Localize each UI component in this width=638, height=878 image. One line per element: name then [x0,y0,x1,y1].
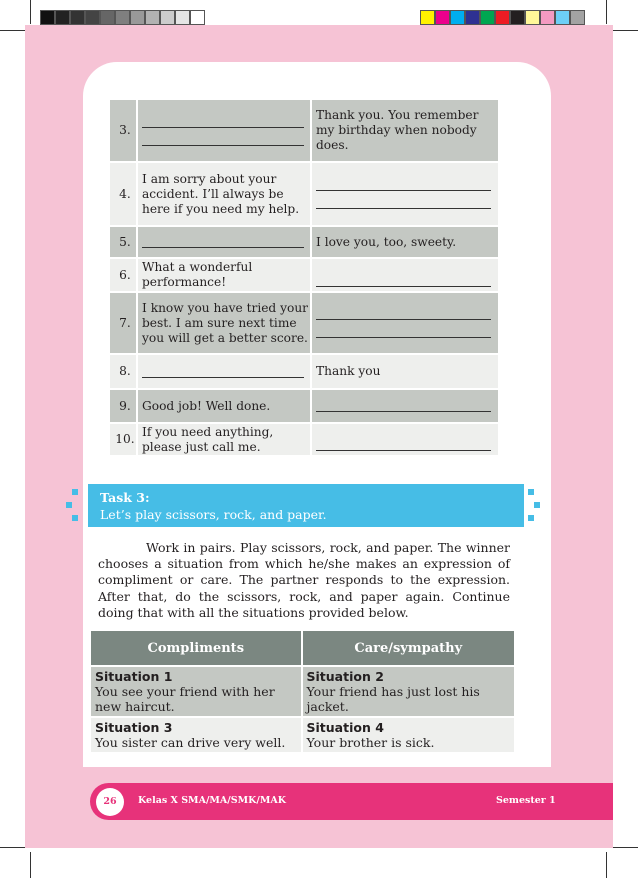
row-number: 10. [110,424,138,457]
expression-cell [138,100,312,163]
situation-cell [303,718,515,754]
row-number: 5. [110,227,138,259]
table-row [110,390,498,424]
grayscale-color-bar [40,10,205,25]
swatch [450,10,465,25]
decorative-square [72,489,78,495]
swatch [70,10,85,25]
swatch [420,10,435,25]
situation-text: Your friend has just lost his jacket. [306,684,480,714]
decorative-square [528,489,534,495]
situation-title: Situation 2 [306,669,384,684]
response-cell: Thank you [312,355,498,390]
column-header-compliments: Compliments [91,631,303,667]
row-number: 9. [110,390,138,424]
crop-mark [612,30,638,31]
row-number: 7. [110,293,138,355]
response-cell [312,259,498,293]
answer-blank[interactable] [316,400,491,412]
decorative-square [72,515,78,521]
response-cell [312,424,498,457]
cmyk-color-bar [420,10,585,25]
response-cell [312,293,498,355]
expression-cell [138,355,312,390]
answer-blank[interactable] [316,179,491,191]
situation-text: You see your friend with her new haircut. [95,684,275,714]
answer-blank[interactable] [316,275,491,287]
table-row [110,293,498,355]
swatch [145,10,160,25]
page-number: 26 [96,788,124,816]
table-row [110,227,498,259]
table-row [91,667,514,718]
answer-blank[interactable] [316,308,491,320]
crop-mark [606,852,607,878]
table-row [110,424,498,457]
swatch [525,10,540,25]
situation-title: Situation 4 [306,720,384,735]
row-number: 3. [110,100,138,163]
table-row [110,100,498,163]
swatch [190,10,205,25]
swatch [55,10,70,25]
response-cell: Thank you. You remember my birthday when nobody does. [312,100,498,163]
swatch [130,10,145,25]
situation-cell [91,718,303,754]
decorative-square [528,515,534,521]
expression-cell: I know you have tried your best. I am sure next time you will get a better score. [138,293,312,355]
swatch [435,10,450,25]
table-row [110,259,498,293]
expression-cell: If you need anything, please just call me. [138,424,312,457]
swatch [175,10,190,25]
task-title: Task 3: [100,490,150,505]
answer-blank[interactable] [316,439,491,451]
swatch [100,10,115,25]
task-banner [88,484,524,527]
answer-blank[interactable] [142,134,304,146]
swatch [540,10,555,25]
swatch [570,10,585,25]
swatch [480,10,495,25]
decorative-square [534,502,540,508]
task-instructions: Work in pairs. Play scissors, rock, and paper. The winner chooses a situation from which he/she makes an expression of compliment or care. The partner responds to the expression. After that, do the scissors, rock, and paper again. Continue doing that with all the situations provided below. [98,540,510,620]
situation-cell [303,667,515,718]
semester-label: Semester 1 [496,795,556,806]
swatch [510,10,525,25]
swatch [160,10,175,25]
book-title: Kelas X SMA/MA/SMK/MAK [138,795,287,806]
row-number: 8. [110,355,138,390]
task-subtitle: Let’s play scissors, rock, and paper. [100,507,327,522]
swatch [495,10,510,25]
expression-cell: Good job! Well done. [138,390,312,424]
exercise-table [110,100,498,457]
swatch [555,10,570,25]
answer-blank[interactable] [142,366,304,378]
situation-text: Your brother is sick. [306,735,435,750]
row-number: 4. [110,163,138,227]
answer-blank[interactable] [142,116,304,128]
crop-mark [0,30,26,31]
crop-mark [612,847,638,848]
table-row [110,163,498,227]
swatch [40,10,55,25]
expression-cell: What a wonderful performance! [138,259,312,293]
row-number: 6. [110,259,138,293]
situations-table [91,631,514,754]
crop-mark [30,0,31,24]
table-row [91,718,514,754]
page-footer [90,783,613,820]
situation-cell [91,667,303,718]
situation-title: Situation 3 [95,720,173,735]
swatch [115,10,130,25]
answer-blank[interactable] [316,197,491,209]
situation-title: Situation 1 [95,669,173,684]
column-header-care: Care/sympathy [303,631,515,667]
crop-mark [606,0,607,24]
crop-mark [0,847,26,848]
response-cell: I love you, too, sweety. [312,227,498,259]
expression-cell: I am sorry about your accident. I’ll always be here if you need my help. [138,163,312,227]
crop-mark [30,852,31,878]
table-row [110,355,498,390]
response-cell [312,163,498,227]
swatch [85,10,100,25]
situation-text: You sister can drive very well. [95,735,286,750]
decorative-square [66,502,72,508]
expression-cell [138,227,312,259]
response-cell [312,390,498,424]
swatch [465,10,480,25]
answer-blank[interactable] [142,236,304,248]
answer-blank[interactable] [316,326,491,338]
